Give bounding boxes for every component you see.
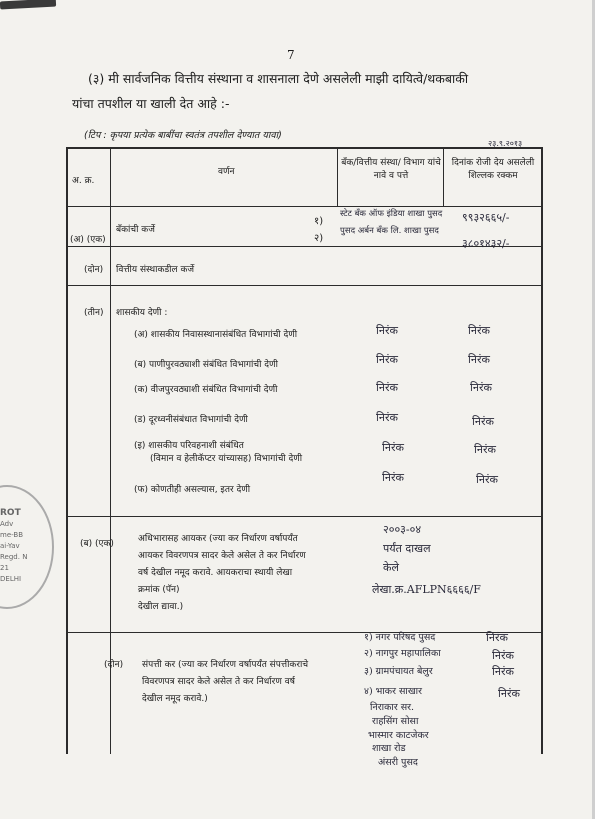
row-d-desc-3: वर्ष देखील नमूद करावे. आयकराचा स्थायी लेखा — [138, 568, 293, 578]
row-e-desc-2: विवरणपत्र सादर केले असेल ते कर निर्धारण वर्ष — [142, 677, 295, 687]
row-e-hand-4: ४) भाकर साखार — [364, 686, 423, 697]
row-b-number: (दोन) — [84, 265, 104, 275]
row-e-number: (दोन) — [104, 660, 124, 670]
page-number: 7 — [287, 48, 295, 62]
pen-scribble — [0, 0, 56, 9]
row-d-desc-2: आयकर विवरणपत्र सादर केले असेल ते कर निर्धारण — [138, 551, 306, 561]
row-a-number: (अ) (एक) — [70, 235, 106, 245]
nirank-6a: निरंक — [382, 471, 404, 484]
row-a-bank-2: पुसद अर्बन बँक लि. शाखा पुसद — [340, 226, 439, 236]
handwritten-date: २३.९.२०१३ — [488, 139, 523, 148]
nirank-3a: निरंक — [376, 381, 398, 394]
header-serial-no: अ. क्र. — [72, 176, 95, 186]
row-c-item-e: (इ) शासकीय परिवहनाशी संबंधित — [134, 441, 244, 451]
row-e-desc-1: संपत्ती कर (ज्या कर निर्धारण वर्षापर्यंत संपत्तीकराचे — [142, 660, 309, 670]
row-c-title: शासकीय देणी : — [116, 308, 168, 318]
row-d-hand-3: केले — [383, 561, 399, 574]
row-c-item-b: (ब) पाणीपुरवठ्याशी संबंधित विभागांची देणी — [134, 360, 278, 370]
row-c-item-f: (फ) कोणतीही असल्यास, इतर देणी — [134, 485, 251, 495]
row-b-description: वित्तीय संस्थाकडील कर्जे — [116, 265, 195, 275]
row-a-sub-2: २) — [314, 233, 324, 244]
row-d-hand-1: २००३-०४ — [383, 523, 422, 536]
row-a-amount-2: ३८०१४३२/- — [462, 237, 510, 250]
nirank-6b: निरंक — [476, 473, 498, 486]
nirank-2b: निरंक — [468, 353, 490, 366]
nirank-3b: निरंक — [470, 381, 492, 394]
row-e-nirank-3: निरंक — [492, 665, 514, 678]
row-d-number: (ब) (एक) — [80, 539, 114, 549]
nirank-1a: निरंक — [376, 324, 398, 337]
row-e-hand-9: अंसरी पुसद — [378, 757, 418, 768]
row-e-nirank-4: निरंक — [498, 687, 520, 700]
row-e-desc-3: देखील नमूद करावे.) — [142, 694, 208, 704]
row-a-amount-1: ९९३२६६५/- — [462, 211, 510, 224]
row-e-hand-2: २) नागपुर महापालिका — [364, 648, 441, 659]
header-bank-name: बँक/वित्तीय संस्था/ विभाग यांचे नावे व पत्ते — [341, 158, 441, 181]
instruction-note: (टिप : कृपया प्रत्येक बाबींचा स्वतंत्र तपशील देण्यात यावा) — [84, 130, 282, 141]
row-e-hand-7: भास्मार काटजेकर — [368, 730, 429, 741]
nirank-2a: निरंक — [376, 353, 398, 366]
row-c-number: (तीन) — [84, 308, 104, 318]
heading-line-1: (३) मी सार्वजनिक वित्तीय संस्थाना व शासनाला देणे असलेली माझी दायित्वे/थकबाकी — [88, 71, 469, 86]
row-c-item-e-cont: (विमान व हेलीकॅप्टर यांच्यासह) विभागांची देणी — [150, 454, 303, 464]
row-e-nirank-2: निरंक — [492, 649, 514, 662]
row-d-desc-5: देखील द्यावा.) — [138, 602, 184, 612]
header-description: वर्णन — [218, 167, 235, 177]
header-balance-amount: दिनांक रोजी देय असलेली शिल्लक रक्कम — [451, 158, 535, 181]
row-e-hand-5: निराकार सर. — [370, 702, 415, 713]
row-e-hand-8: शाखा रोड — [372, 743, 406, 754]
heading-line-2: यांचा तपशील या खाली देत आहे :- — [72, 96, 230, 111]
row-d-desc-1: अधिभारासह आयकर (ज्या कर निर्धारण वर्षापर्यंत — [138, 534, 298, 544]
nirank-5a: निरंक — [382, 441, 404, 454]
row-e-nirank-1: निरंक — [486, 631, 508, 644]
row-e-hand-6: राहसिंग सोसा — [372, 716, 419, 727]
row-e-hand-1: १) नगर परिषद पुसद — [364, 632, 436, 643]
nirank-1b: निरंक — [468, 324, 490, 337]
nirank-4b: निरंक — [472, 415, 494, 428]
row-a-description: बँकांची कर्जे — [116, 225, 155, 235]
row-a-sub-1: १) — [314, 216, 324, 227]
row-d-desc-4: क्रमांक (पॅन) — [138, 585, 180, 595]
row-c-item-d: (ड) दूरध्वनीसंबंधात विभागांची देणी — [134, 415, 248, 425]
row-d-hand-4: लेखा.क्र.AFLPN६६६६/F — [372, 583, 481, 596]
nirank-4a: निरंक — [376, 411, 398, 424]
row-e-hand-3: ३) ग्रामपंचायत बेलुर — [364, 666, 433, 677]
row-c-item-c: (क) वीजपुरवठ्याशी संबंधित विभागांची देणी — [134, 385, 278, 395]
office-stamp: ROT Adv me-BB ai-Yav Regd. N 21 DELHI — [0, 508, 28, 583]
row-c-item-a: (अ) शासकीय निवासस्थानासंबंधित विभागांची देणी — [134, 330, 298, 340]
row-d-hand-2: पर्यंत दाखल — [383, 542, 431, 555]
row-a-bank-1: स्टेट बँक ऑफ इंडिया शाखा पुसद — [340, 209, 443, 219]
nirank-5b: निरंक — [474, 443, 496, 456]
